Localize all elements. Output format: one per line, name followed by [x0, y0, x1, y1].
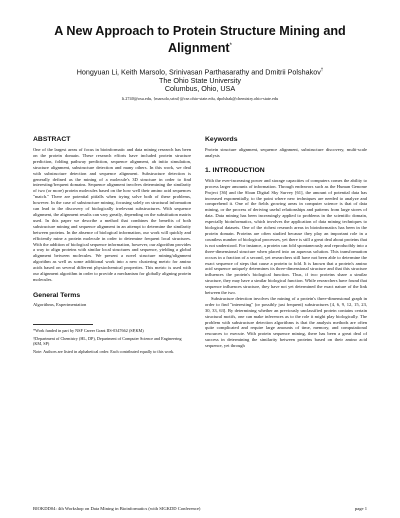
title-line-2-text: Alignment [168, 41, 230, 56]
title-line-1: A New Approach to Protein Structure Mining and [54, 24, 346, 38]
right-column [205, 136, 367, 349]
introduction-paragraph-1: With the ever-increasing power and storage capacities of computers comes the ability to process larger amounts of information. Through endeavors such as the Human Genome Project [36] and the Sloan Digital Sky Survey [61], the amount of potential data has increased exponentially, to the point where new techniques are needed to analyze and comprehend it. One of the fields growing areas in computer science is that of data mining, or the process of deriving useful relationships and patterns from large stores of data. Data mining has been increasingly applied to problems in the scientific domain, especially bioinformatics, which involves the application of data mining techniques to biological datasets. One of the richest research areas in bioinformatics has been in the protein domain. Proteins are often studied because they play an important role in a countless number of biological processes, yet there is still a great deal about proteins that is not understood. For instance, a protein can fold spontaneously and reproducibly into a three-dimensional structure when placed into an aqueous solution. This transformation occurs in a fraction of a second, yet researchers still have not been able to determine the exact sequence of steps that cause a protein to fold. It is known that a protein's amino acid sequence uniquely determines its three-dimensional structure and that this structure influences the protein's biological function. Thus, if two proteins share a similar structure, they may have a similar biological function. While researchers have found that sequence influences structure, they have not yet determined the exact nature of the link between the two. [205, 177, 368, 296]
author-names: Hongyuan Li, Keith Marsolo, Srinivasan Parthasarathy and Dmitrii Polshakov [76, 67, 321, 77]
left-column [33, 136, 191, 355]
keywords-heading: Keywords [205, 136, 238, 143]
author-footnote-mark: † [320, 67, 324, 72]
footnote-rule [33, 324, 93, 325]
location: Columbus, Ohio, USA [164, 84, 236, 94]
abstract-text: One of the largest areas of focus in bioinformatic and data mining research has been on the protein domain. These research efforts have included protein structure prediction, folding pathway prediction, sequence alignment, ab initio simulation, structure alignment, substructure detection and many others. In this work, we deal with substructure detection and sequence alignment. Substructure detection is generally defined as the mining of a molecule's 3D structure in order to find interesting/frequent domains. Sequence alignment involves determining the similarity of two (or more) protein molecules based on the how well their amino acid sequences "match." There are potential pitfalls when trying solve both of these problems, however. In the case of substructure mining, focusing solely on structural information can lead to the discovery of biologically irrelevant substructures. With sequence alignment, the alignment results can vary greatly, depending on the substitution matrix used. In this paper we describe a method that combines the benefits of both substructure mining and sequence alignment in an attempt to determine the similarity between proteins. In the absence of biological information, our work will quickly and efficiently mine a protein molecule in order to determine frequent local structures. With the addition of biological sequence information, however, our algorithm provides a way to align proteins with similar local structures and sequence, yielding a global alignment between molecules. We present a novel structure mining/alignment algorithm as well as some additional work into a new clustering metric for amino acids based on several different physiochemical properties. This metric is used with our alignment algorithm in order to provide a mechanism for globally aligning protein molecules. [33, 147, 191, 282]
title-line-2 [0, 39, 400, 56]
page-number: page 1 [354, 506, 367, 511]
paper-title [0, 24, 400, 56]
general-terms-heading: General Terms [33, 291, 81, 299]
footnote-departments: †Department of Chemistry (HL, DP), Department of Computer Science and Engineering (KM, SP) [33, 335, 182, 347]
title-footnote-mark: * [229, 43, 232, 49]
introduction-heading: 1. INTRODUCTION [205, 166, 265, 174]
author-emails: li.2740@osu.edu, {marsolo,srini}@cse.ohio-state.edu, dpolshak@chemistry.ohio-state.edu [121, 96, 279, 101]
footnote-author-order: Note: Authors are listed in alphabetical order. Each contributed equally to this work. [33, 349, 175, 355]
page-footer: BIOKDD04: 4th Workshop on Data Mining in Bioinformatics (with SIGKDD Conference) [33, 506, 201, 511]
abstract-heading: ABSTRACT [33, 136, 71, 143]
footnote-funding: *Work funded in part by NSF Career Grant IIS-0347662 (SP,KM) [33, 327, 144, 333]
keywords-text: Protein structure alignment, sequence alignment, substructure discovery, multi-scale analysis [205, 147, 367, 158]
general-terms-text: Algorithms, Experimentation [33, 301, 87, 307]
introduction-paragraph-2: Substructure detection involves the mining of a protein's three-dimensional graph in order to find "interesting" (or possibly just frequent) substructures [4, 6, 9, 12, 15, 23, 30, 33, 63]. By determining whether an previously unclassified protein contains certain structural motifs, one can make inferences as to the role it might play biologically. The problem with substructure detection algorithms is that the analysis methods are often quite complicated and require large amounts of time, memory, and computational resources to execute. With protein sequence mining, there has been a great deal of success in determining the similarity between proteins based on their amino acid sequence, yet through [205, 295, 367, 349]
author-block [0, 66, 400, 94]
affiliation: The Ohio State University [159, 75, 241, 85]
